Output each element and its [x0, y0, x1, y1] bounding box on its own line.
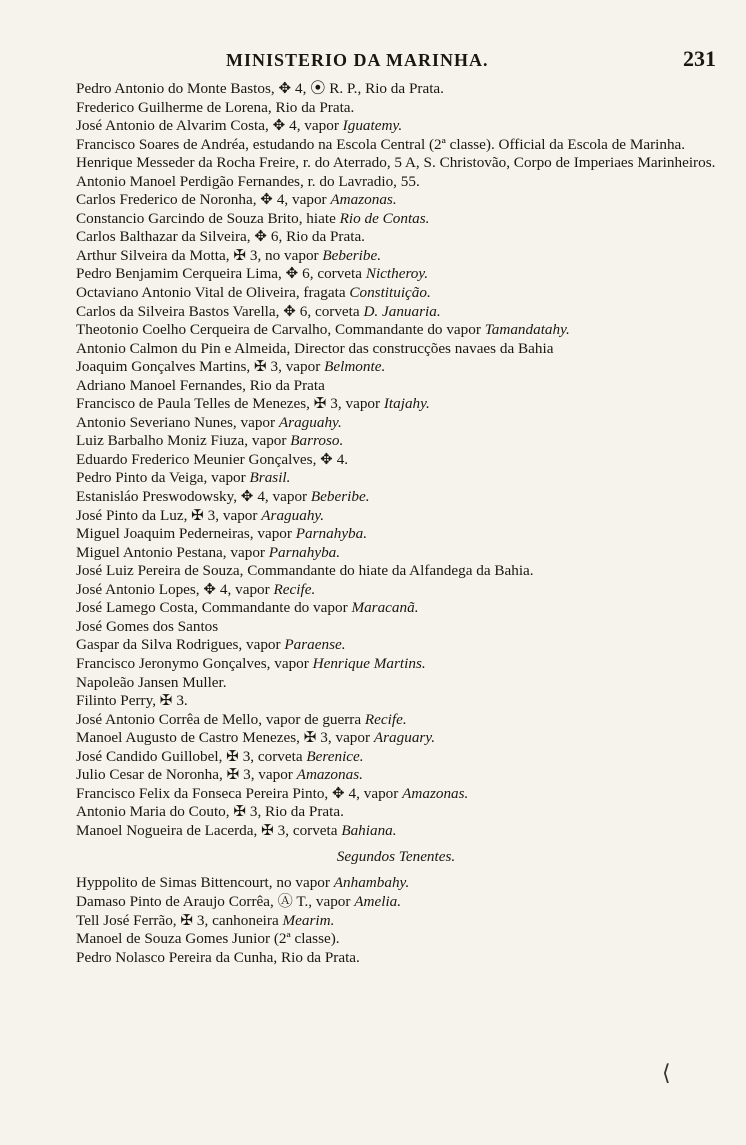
- vessel-name: Amazonas.: [402, 784, 469, 802]
- officer-entry: [76, 949, 716, 968]
- officer-entry-text: Francisco de Paula Telles de Menezes, ✠ 3, vapor: [76, 395, 384, 413]
- officer-entry: [76, 525, 716, 544]
- officer-entry-text: Francisco Soares de Andréa, estudando na Escola Central (2ª classe). Official da Escola de Marinha.: [76, 135, 686, 153]
- officer-entry: [76, 748, 716, 767]
- officer-entry-text: Carlos da Silveira Bastos Varella, ✥ 6, corveta: [76, 302, 364, 320]
- officer-entry: [76, 636, 716, 655]
- officer-entry: [76, 803, 716, 822]
- vessel-name: Belmonte.: [324, 358, 386, 376]
- vessel-name: Beberibe.: [322, 246, 382, 264]
- vessel-name: Tamandatahy.: [484, 321, 570, 339]
- officer-entry: [76, 729, 716, 748]
- vessel-name: Paraense.: [284, 636, 346, 654]
- officer-entry: [76, 930, 716, 949]
- officer-entry-text: Luiz Barbalho Moniz Fiuza, vapor: [76, 432, 291, 450]
- officer-entry-text: Filinto Perry, ✠ 3.: [76, 692, 188, 710]
- vessel-name: Araguahy.: [278, 413, 342, 431]
- vessel-name: Mearim.: [282, 911, 335, 929]
- officer-entry-text: Carlos Balthazar da Silveira, ✥ 6, Rio da Prata.: [76, 228, 365, 246]
- officer-entry: [76, 785, 716, 804]
- officer-entry: [76, 265, 716, 284]
- officer-entry: [76, 117, 716, 136]
- officer-entry-text: Manoel de Souza Gomes Junior (2ª classe).: [76, 930, 340, 948]
- officer-entry-text: Carlos Frederico de Noronha, ✥ 4, vapor: [76, 191, 331, 209]
- vessel-name: D. Januaria.: [363, 302, 441, 320]
- section-heading-segundos-tenentes: Segundos Tenentes.: [336, 848, 456, 866]
- officer-entry: [76, 469, 716, 488]
- officer-entry-text: Eduardo Frederico Meunier Gonçalves, ✥ 4.: [76, 450, 349, 468]
- officer-entry: [76, 544, 716, 563]
- officer-entry-text: Antonio Maria do Couto, ✠ 3, Rio da Prata.: [76, 803, 344, 821]
- vessel-name: Maracanã.: [351, 599, 419, 617]
- officer-entry: [76, 210, 716, 229]
- officer-entry-text: José Luiz Pereira de Souza, Commandante do hiate da Alfandega da Bahia.: [76, 562, 534, 580]
- officer-entry: [76, 414, 716, 433]
- officer-entry-text: Joaquim Gonçalves Martins, ✠ 3, vapor: [76, 358, 325, 376]
- vessel-name: Parnahyba.: [268, 543, 341, 561]
- officer-entry-text: Francisco Felix da Fonseca Pereira Pinto, ✥ 4, vapor: [76, 784, 403, 802]
- margin-bracket-mark: ⟨: [662, 1060, 671, 1085]
- officer-entry-text: Manoel Nogueira de Lacerda, ✠ 3, corveta: [76, 821, 342, 839]
- officer-entry-text: Pedro Antonio do Monte Bastos, ✥ 4, ⦿ R. P., Rio da Prata.: [76, 80, 444, 97]
- officer-entry: [76, 191, 716, 210]
- vessel-name: Rio de Contas.: [339, 209, 430, 227]
- officer-entry-text: Manoel Augusto de Castro Menezes, ✠ 3, vapor: [76, 729, 374, 747]
- officer-list-primeiros: [76, 80, 716, 840]
- officer-entry: [76, 893, 716, 912]
- officer-entry-text: Constancio Garcindo de Souza Brito, hiate: [76, 209, 340, 227]
- officer-entry: [76, 655, 716, 674]
- vessel-name: Henrique Martins.: [312, 654, 426, 672]
- officer-entry-text: José Candido Guillobel, ✠ 3, corveta: [76, 747, 307, 765]
- vessel-name: Brasil.: [249, 469, 291, 487]
- running-title: MINISTERIO DA MARINHA.: [226, 50, 489, 70]
- vessel-name: Amazonas.: [330, 191, 397, 209]
- officer-entry: [76, 432, 716, 451]
- officer-entry-text: Adriano Manoel Fernandes, Rio da Prata: [76, 376, 325, 394]
- vessel-name: Bahiana.: [341, 821, 397, 839]
- officer-entry: [76, 80, 716, 99]
- officer-entry-text: Theotonio Coelho Cerqueira de Carvalho, Commandante do vapor: [76, 321, 485, 339]
- officer-entry-text: Pedro Benjamim Cerqueira Lima, ✥ 6, corveta: [76, 265, 366, 283]
- officer-entry: [76, 173, 716, 192]
- officer-entry-text: Miguel Joaquim Pederneiras, vapor: [76, 525, 296, 543]
- officer-entry-text: Tell José Ferrão, ✠ 3, canhoneira: [76, 911, 283, 929]
- officer-entry-text: Gaspar da Silva Rodrigues, vapor: [76, 636, 285, 654]
- page-number: 231: [683, 46, 716, 71]
- officer-entry-text: Julio Cesar de Noronha, ✠ 3, vapor: [76, 766, 297, 784]
- officer-entry: [76, 228, 716, 247]
- vessel-name: Anhambahy.: [333, 874, 410, 892]
- officer-entry: [76, 377, 716, 396]
- vessel-name: Amelia.: [354, 892, 402, 910]
- officer-entry-text: Napoleão Jansen Muller.: [76, 673, 227, 691]
- officer-entry-text: José Antonio de Alvarim Costa, ✥ 4, vapor: [76, 117, 343, 135]
- vessel-name: Recife.: [364, 710, 407, 728]
- officer-entry-text: Henrique Messeder da Rocha Freire, r. do Aterrado, 5 A, S. Christovão, Corpo de Imperiaes Marinheiros.: [76, 154, 716, 172]
- officer-entry: [76, 507, 716, 526]
- vessel-name: Barroso.: [290, 432, 344, 450]
- officer-entry: [76, 154, 716, 173]
- officer-entry-text: José Pinto da Luz, ✠ 3, vapor: [76, 506, 262, 524]
- officer-entry-text: Francisco Jeronymo Gonçalves, vapor: [76, 654, 313, 672]
- officer-entry: [76, 340, 716, 359]
- vessel-name: Araguary.: [373, 729, 436, 747]
- vessel-name: Iguatemy.: [342, 117, 403, 135]
- officer-entry: [76, 912, 716, 931]
- officer-entry-text: Antonio Manoel Perdigão Fernandes, r. do Lavradio, 55.: [76, 172, 420, 190]
- vessel-name: Recife.: [273, 580, 316, 598]
- officer-entry-text: José Antonio Lopes, ✥ 4, vapor: [76, 580, 274, 598]
- officer-entry: [76, 599, 716, 618]
- officer-entry: [76, 451, 716, 470]
- officer-list-segundos: [76, 874, 716, 967]
- officer-entry: [76, 692, 716, 711]
- officer-entry-text: José Gomes dos Santos: [76, 617, 219, 635]
- officer-entry: [76, 488, 716, 507]
- officer-entry: [76, 711, 716, 730]
- officer-entry: [76, 99, 716, 118]
- officer-entry-text: José Antonio Corrêa de Mello, vapor de guerra: [76, 710, 365, 728]
- vessel-name: Amazonas.: [296, 766, 363, 784]
- vessel-name: Itajahy.: [383, 395, 430, 413]
- officer-entry: [76, 358, 716, 377]
- officer-entry: [76, 766, 716, 785]
- officer-entry: [76, 618, 716, 637]
- officer-entry: [76, 321, 716, 340]
- officer-entry-text: Hyppolito de Simas Bittencourt, no vapor: [76, 874, 334, 892]
- officer-entry-text: Miguel Antonio Pestana, vapor: [76, 543, 269, 561]
- officer-entry: [76, 395, 716, 414]
- vessel-name: Araguahy.: [261, 506, 325, 524]
- page-header: [76, 40, 716, 80]
- officer-entry: [76, 284, 716, 303]
- vessel-name: Berenice.: [306, 747, 364, 765]
- vessel-name: Parnahyba.: [295, 525, 368, 543]
- officer-entry-text: Pedro Pinto da Veiga, vapor: [76, 469, 250, 487]
- officer-entry: [76, 581, 716, 600]
- officer-entry: [76, 822, 716, 841]
- officer-entry-text: Antonio Severiano Nunes, vapor: [76, 413, 279, 431]
- officer-entry-text: Octaviano Antonio Vital de Oliveira, fragata: [76, 284, 350, 302]
- officer-entry-text: Estanisláo Preswodowsky, ✥ 4, vapor: [76, 488, 311, 506]
- officer-entry: [76, 874, 716, 893]
- officer-entry-text: Damaso Pinto de Araujo Corrêa, Ⓐ T., vapor: [76, 892, 355, 910]
- officer-entry: [76, 136, 716, 155]
- officer-entry-text: Pedro Nolasco Pereira da Cunha, Rio da Prata.: [76, 948, 360, 966]
- officer-entry: [76, 247, 716, 266]
- officer-entry-text: José Lamego Costa, Commandante do vapor: [76, 599, 352, 617]
- vessel-name: Constituição.: [349, 284, 431, 302]
- officer-entry: [76, 674, 716, 693]
- officer-entry: [76, 303, 716, 322]
- vessel-name: Beberibe.: [310, 488, 370, 506]
- officer-entry: [76, 562, 716, 581]
- officer-entry-text: Frederico Guilherme de Lorena, Rio da Prata.: [76, 98, 355, 116]
- vessel-name: Nictheroy.: [365, 265, 429, 283]
- officer-entry-text: Arthur Silveira da Motta, ✠ 3, no vapor: [76, 246, 323, 264]
- officer-entry-text: Antonio Calmon du Pin e Almeida, Director das construcções navaes da Bahia: [76, 339, 554, 357]
